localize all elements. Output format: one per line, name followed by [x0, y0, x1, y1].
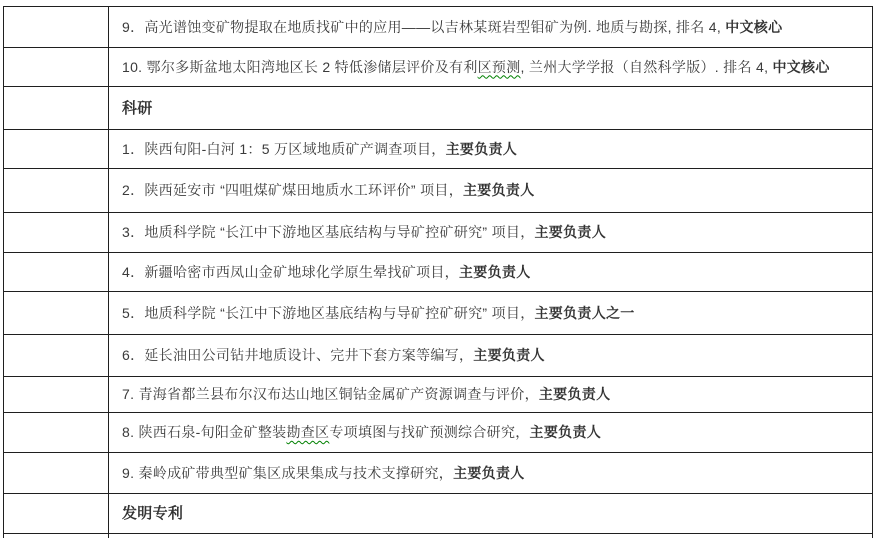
- table-row: [4, 292, 872, 335]
- text-segment: 1．陕西旬阳-白河 1：5 万区域地质矿产调查项目，: [122, 140, 446, 157]
- table-row: [4, 377, 872, 413]
- text-segment: 7. 青海省都兰县布尔汉布达山地区铜钴金属矿产资源调查与评价，: [122, 386, 539, 402]
- text-segment: 9．高光谱蚀变矿物提取在地质找矿中的应用——以吉林某斑岩型钼矿为例. 地质与勘探, 排名 4,: [122, 18, 726, 35]
- emphasis-text: 中文核心: [725, 18, 783, 35]
- row-text: [122, 223, 606, 242]
- section-header-row: [4, 87, 872, 130]
- text-segment: , 兰州大学学报（自然科学版）. 排名 4,: [520, 58, 773, 75]
- row-empty-cell: [4, 87, 109, 129]
- row-empty-cell: [4, 7, 109, 47]
- row-empty-cell: [4, 453, 109, 493]
- row-empty-cell: [4, 335, 109, 376]
- row-empty-cell: [4, 169, 109, 212]
- row-text: [122, 263, 531, 282]
- table-row: [4, 335, 872, 377]
- row-text: [122, 58, 830, 77]
- table-row: [4, 453, 872, 494]
- row-empty-cell: [4, 253, 109, 291]
- row-empty-cell: [4, 377, 109, 412]
- row-empty-cell: [4, 213, 109, 252]
- emphasis-text: 主要负责人: [538, 386, 611, 402]
- table-row: [4, 413, 872, 453]
- emphasis-text: 主要负责人之一: [534, 304, 635, 321]
- emphasis-text: 主要负责人: [534, 224, 606, 240]
- emphasis-text: 发明专利: [122, 505, 184, 522]
- row-text-cell: [109, 413, 872, 452]
- row-text: [122, 99, 153, 118]
- row-empty-cell: [4, 292, 109, 334]
- table-row: [4, 48, 872, 87]
- document-table: [3, 6, 873, 534]
- emphasis-text: 主要负责人: [529, 424, 602, 440]
- table-row: [4, 213, 872, 253]
- row-text-cell: [109, 453, 872, 493]
- text-segment: 10. 鄂尔多斯盆地太阳湾地区长 2 特低渗储层评价及有利: [122, 58, 478, 75]
- row-empty-cell: [4, 494, 109, 533]
- row-text-cell: [109, 253, 872, 291]
- row-text-cell: [109, 292, 872, 334]
- table-row: [4, 7, 872, 48]
- row-text: [122, 18, 782, 37]
- row-text-cell: [109, 213, 872, 252]
- text-segment: 4．新疆哈密市西凤山金矿地球化学原生晕找矿项目，: [122, 263, 459, 280]
- table-border-stub-right: [872, 533, 873, 538]
- row-empty-cell: [4, 413, 109, 452]
- text-segment: 2．陕西延安市 “四咀煤矿煤田地质水工环评价” 项目，: [122, 182, 463, 198]
- spellcheck-flagged-text: 区预测: [477, 58, 521, 75]
- row-text: [122, 504, 183, 523]
- text-segment: 3．地质科学院 “长江中下游地区基底结构与导矿控矿研究” 项目，: [122, 224, 535, 240]
- row-text: [122, 181, 535, 200]
- emphasis-text: 主要负责人: [473, 347, 545, 363]
- row-text: [122, 140, 517, 159]
- table-border-stub-divider: [108, 533, 109, 538]
- section-header-row: [4, 494, 872, 533]
- table-row: [4, 169, 872, 213]
- emphasis-text: 科研: [122, 99, 153, 117]
- row-text: [122, 346, 545, 365]
- row-text-cell: [109, 494, 872, 533]
- table-row: [4, 253, 872, 292]
- row-text-cell: [109, 87, 872, 129]
- row-text-cell: [109, 130, 872, 168]
- spellcheck-flagged-text: 勘查区: [286, 424, 330, 440]
- emphasis-text: 主要负责人: [463, 182, 535, 198]
- row-empty-cell: [4, 130, 109, 168]
- text-segment: 6．延长油田公司钻井地质设计、完井下套方案等编写，: [122, 347, 474, 363]
- text-segment: 5．地质科学院 “长江中下游地区基底结构与导矿控矿研究” 项目，: [122, 304, 535, 321]
- emphasis-text: 主要负责人: [445, 140, 518, 157]
- table-row: [4, 130, 872, 169]
- row-text: [122, 304, 635, 323]
- row-text-cell: [109, 377, 872, 412]
- row-text-cell: [109, 335, 872, 376]
- text-segment: 专项填图与找矿预测综合研究，: [329, 424, 530, 440]
- text-segment: 8. 陕西石泉-旬阳金矿整装: [122, 424, 287, 440]
- table-border-stub-left: [3, 533, 4, 538]
- row-text-cell: [109, 169, 872, 212]
- row-text: [122, 464, 525, 483]
- row-empty-cell: [4, 48, 109, 86]
- row-text: [122, 385, 610, 404]
- emphasis-text: 主要负责人: [453, 464, 525, 481]
- text-segment: 9. 秦岭成矿带典型矿集区成果集成与技术支撑研究，: [122, 464, 454, 481]
- row-text-cell: [109, 48, 872, 86]
- emphasis-text: 主要负责人: [459, 263, 531, 280]
- emphasis-text: 中文核心: [772, 58, 830, 75]
- row-text: [122, 423, 601, 442]
- row-text-cell: [109, 7, 872, 47]
